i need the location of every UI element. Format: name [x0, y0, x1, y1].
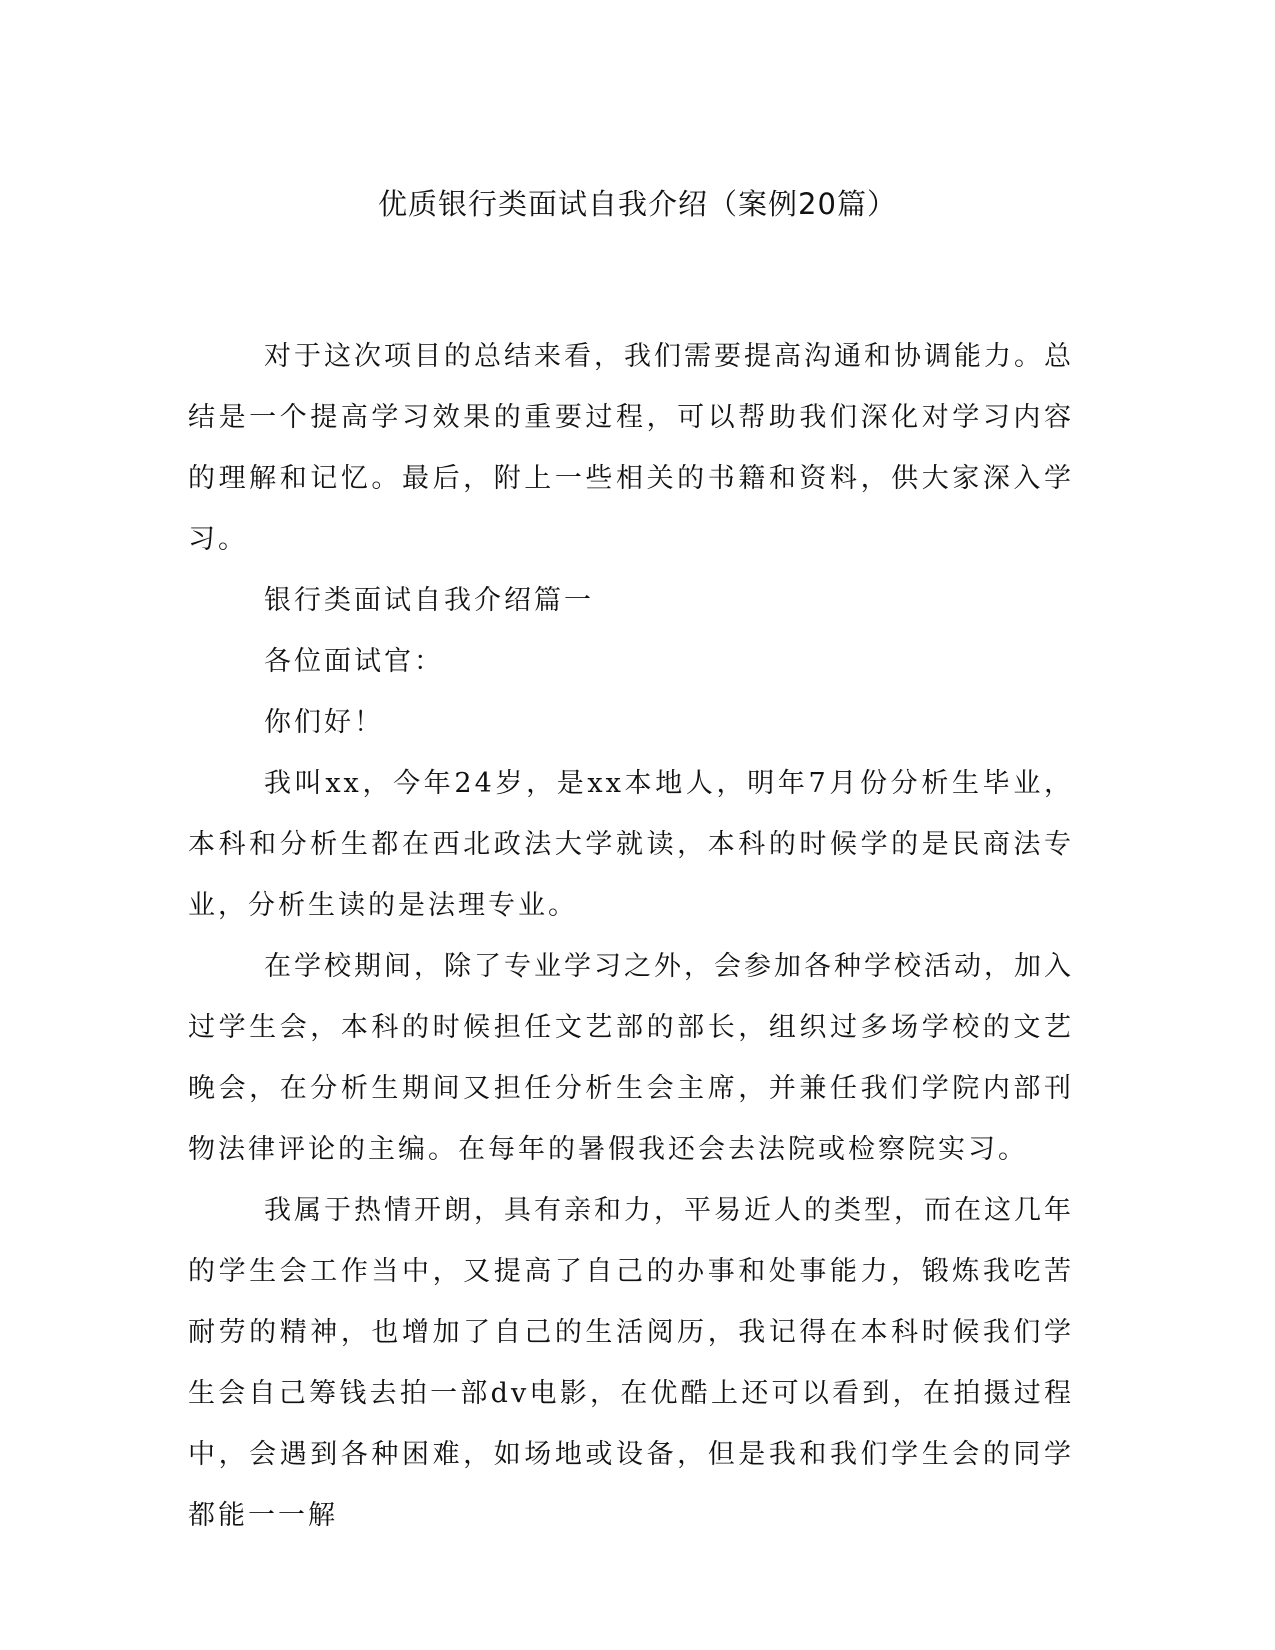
paragraph-personality: 我属于热情开朗，具有亲和力，平易近人的类型，而在这几年的学生会工作当中，又提高了自己的办事和处事能力，锻炼我吃苦耐劳的精神，也增加了自己的生活阅历，我记得在本科时候我们学生会自己筹钱去拍一部dv电影，在优酷上还可以看到，在拍摄过程中，会遇到各种困难，如场地或设备，但是我和我们学生会的同学都能一一解 [188, 1195, 1074, 1531]
greeting: 你们好！ [264, 707, 384, 738]
paragraph-activities: 在学校期间，除了专业学习之外，会参加各种学校活动，加入过学生会，本科的时候担任文艺部的部长，组织过多场学校的文艺晚会，在分析生期间又担任分析生会主席，并兼任我们学院内部刊物法律评论的主编。在每年的暑假我还会去法院或检察院实习。 [188, 951, 1074, 1165]
salutation: 各位面试官： [264, 646, 444, 677]
paragraph-background: 我叫xx，今年24岁，是xx本地人，明年7月份分析生毕业，本科和分析生都在西北政法大学就读，本科的时候学的是民商法专业，分析生读的是法理专业。 [188, 768, 1074, 921]
section-heading: 银行类面试自我介绍篇一 [264, 585, 594, 616]
document-body [188, 326, 1074, 1546]
document-title: 优质银行类面试自我介绍（案例20篇） [378, 187, 897, 221]
paragraph-intro: 对于这次项目的总结来看，我们需要提高沟通和协调能力。总结是一个提高学习效果的重要过程，可以帮助我们深化对学习内容的理解和记忆。最后，附上一些相关的书籍和资料，供大家深入学习。 [188, 341, 1074, 555]
